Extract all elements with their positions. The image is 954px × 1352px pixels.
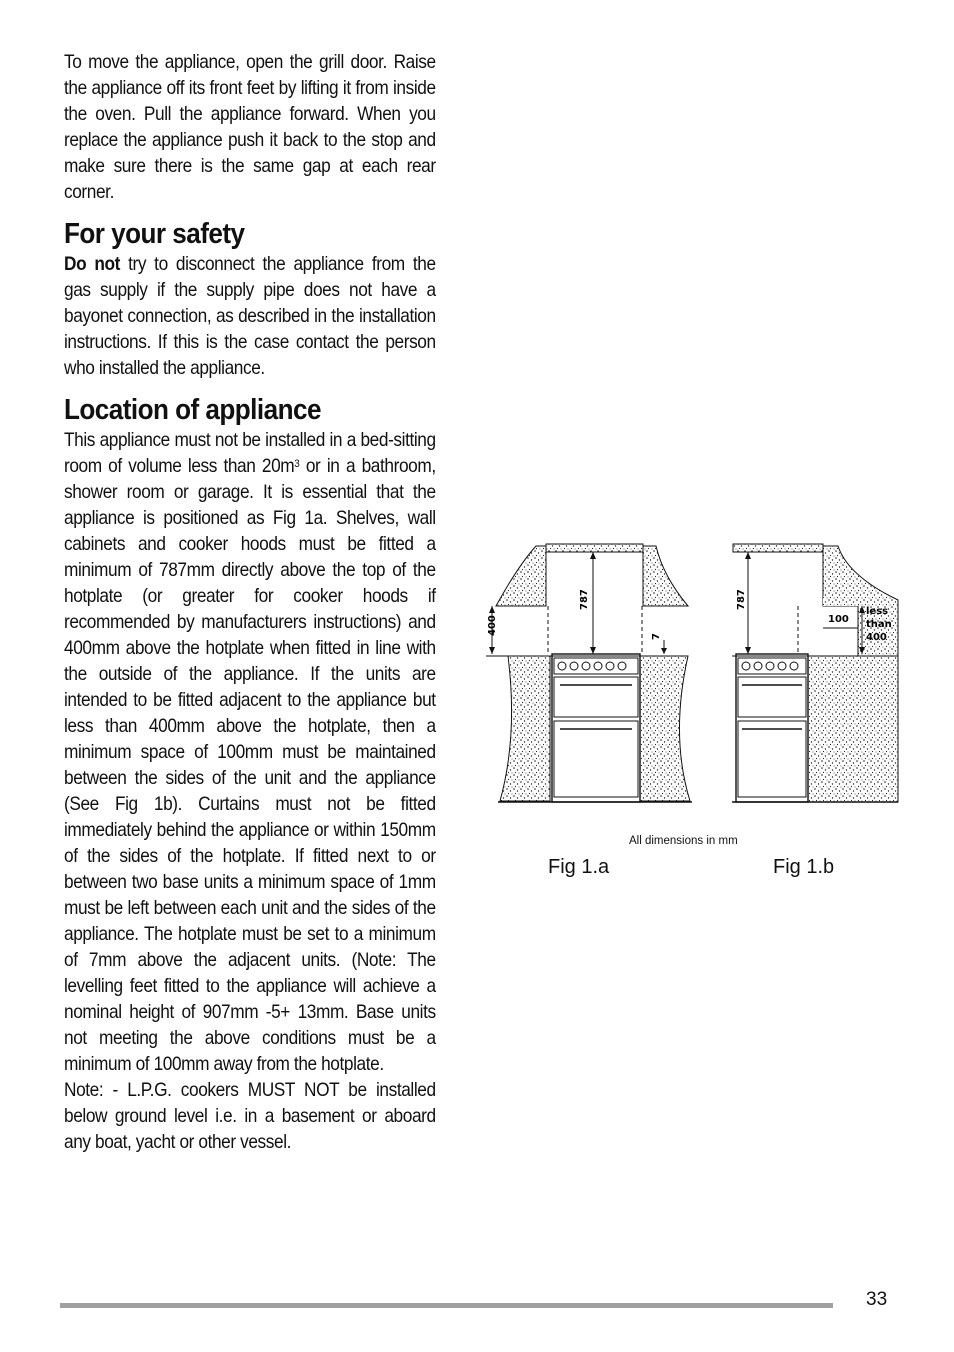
- dim-787-label-b: 787: [736, 589, 747, 610]
- location-heading: Location of appliance: [64, 394, 321, 426]
- dimensions-note: All dimensions in mm: [629, 835, 738, 847]
- intro-paragraph: To move the appliance, open the grill door. Raise the appliance off its front feet by lifting it from inside the oven. Pull the appliance forward. When you replace the appliance push it back to the stop and make sure there is the same gap at each rear corner.: [64, 52, 436, 203]
- location-paragraph: [64, 428, 436, 1078]
- fig-1a-drawing: [486, 544, 692, 802]
- top-cabinet: [546, 544, 643, 552]
- less-than-400-label: 400: [866, 632, 887, 643]
- left-base-unit: [500, 656, 550, 801]
- fig-1b-drawing: [732, 544, 898, 802]
- page-number: 33: [866, 1289, 888, 1310]
- left-wall-cabinet: [496, 546, 546, 606]
- than-label: than: [866, 619, 892, 630]
- right-base-unit: [640, 656, 690, 801]
- top-cabinet-b: [733, 544, 823, 552]
- fig-1a-caption: Fig 1.a: [548, 856, 610, 878]
- control-panel: [554, 658, 638, 674]
- side-unit-b: [823, 596, 858, 606]
- dim-400-label: 400: [487, 615, 498, 636]
- text-column: [64, 50, 436, 1156]
- location-text-b: or in a bathroom, shower room or garage. It is essential that the appliance is positioned as Fig 1a. Shelves, wall cabinets and cooker hoods must be fitted a minimum of 787mm directly above the top of the hotplate (or greater for cooker hoods if recommended by manufacturers instructions) and 400mm above the hotplate when fitted in line with the outside of the appliance. If the units are intended to be fitted adjacent to the appliance but less than 400mm above the hotplate, then a minimum space of 100mm must be maintained between the sides of the unit and the appliance (See Fig 1b). Curtains must not be fitted immediately behind the appliance or within 150mm of the sides of the hotplate. If fitted next to or between two base units a minimum space of 1mm must be left between each unit and the sides of the appliance. The hotplate must be set to a minimum of 7mm above the adjacent units. (Note: The levelling feet fitted to the appliance will achieve a nominal height of 907mm -5+ 13mm. Base units not meeting the above conditions must be a minimum of 100mm away from the hotplate.: [64, 456, 436, 1075]
- safety-heading: For your safety: [64, 218, 245, 250]
- grill-door-b: [738, 677, 806, 717]
- lpg-note: Note: - L.P.G. cookers MUST NOT be installed below ground level i.e. in a basement or aboard any boat, yacht or other vessel.: [64, 1080, 436, 1153]
- safety-paragraph: [64, 252, 436, 382]
- dim-787-label-a: 787: [579, 589, 590, 610]
- dim-7-label: 7: [651, 633, 662, 640]
- oven-door-b: [738, 721, 806, 797]
- dim-100-label: 100: [828, 614, 849, 625]
- safety-text: try to disconnect the appliance from the gas supply if the supply pipe does not have a bayonet connection, as described in the installation instructions. If this is the case contact the person who installed the appliance.: [64, 254, 436, 379]
- less-label: less: [866, 606, 889, 617]
- installation-diagram: [478, 536, 902, 811]
- control-panel-b: [738, 658, 806, 674]
- location-text-a: This appliance must not be installed in a bed-sitting room of volume less than 20m: [64, 430, 436, 477]
- right-wall-cabinet: [643, 546, 688, 606]
- cubic-superscript: 3: [294, 458, 300, 470]
- oven-door: [554, 721, 638, 797]
- grill-door: [554, 677, 638, 717]
- right-base-unit-b: [808, 656, 898, 802]
- fig-1b-caption: Fig 1.b: [773, 856, 835, 878]
- footer-rule: [60, 1303, 833, 1308]
- safety-bold-lead: Do not: [64, 254, 120, 275]
